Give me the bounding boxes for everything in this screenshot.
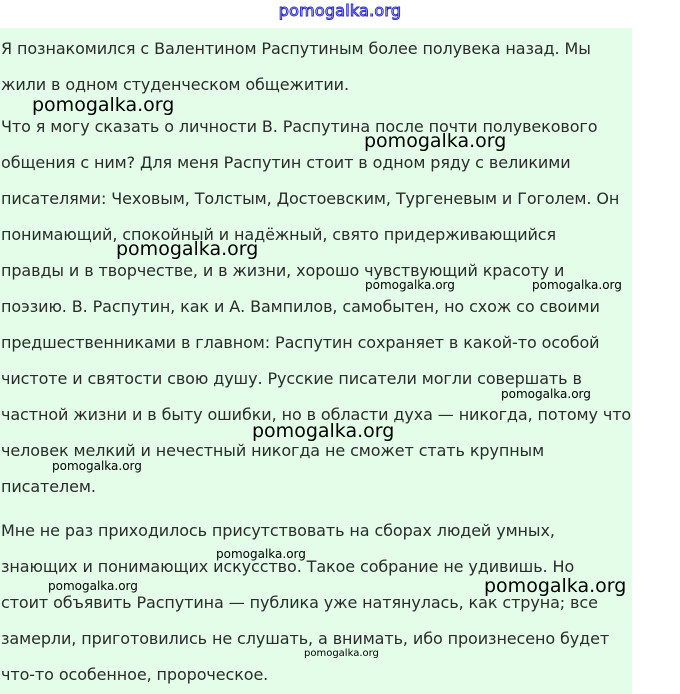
watermark: pomogalka.org xyxy=(32,94,175,116)
watermark: pomogalka.org xyxy=(364,130,507,152)
paragraph-line: писателем. xyxy=(1,477,96,496)
paragraph-line: предшественниками в главном: Распутин сохраняет в какой-то особой xyxy=(1,333,600,352)
paragraph-line: поэзию. В. Распутин, как и А. Вампилов, самобытен, но схож со своими xyxy=(1,297,600,316)
site-header-logo[interactable]: pomogalka.org xyxy=(278,1,402,20)
paragraph-line: чистоте и святости свою душу. Русские писатели могли совершать в xyxy=(1,369,582,388)
paragraph-line: Мне не раз приходилось присутствовать на сборах людей умных, xyxy=(1,521,555,540)
paragraph-line: писателями: Чеховым, Толстым, Достоевским, Тургеневым и Гоголем. Он xyxy=(1,189,620,208)
paragraph-line: жили в одном студенческом общежитии. xyxy=(1,75,349,94)
paragraph-1 xyxy=(1,31,641,103)
paragraph-line: что-то особенное, пророческое. xyxy=(1,665,269,684)
paragraph-line: частной жизни и в быту ошибки, но в области духа — никогда, потому что xyxy=(1,405,632,424)
watermark: pomogalka.org xyxy=(52,459,142,473)
watermark: pomogalka.org xyxy=(48,579,138,593)
paragraph-line: Что я могу сказать о личности В. Распутина после почти полувекового xyxy=(1,117,598,136)
watermark: pomogalka.org xyxy=(304,648,379,659)
watermark: pomogalka.org xyxy=(216,547,306,561)
paragraph-line: стоит объявить Распутина — публика уже натянулась, как струна; все xyxy=(1,593,598,612)
watermark: pomogalka.org xyxy=(532,278,622,292)
watermark: pomogalka.org xyxy=(501,387,591,401)
watermark: pomogalka.org xyxy=(484,575,627,597)
paragraph-line: человек мелкий и нечестный никогда не сможет стать крупным xyxy=(1,441,545,460)
paragraph-3 xyxy=(1,513,641,693)
watermark: pomogalka.org xyxy=(365,278,455,292)
paragraph-2 xyxy=(1,109,641,505)
paragraph-line: общения с ним? Для меня Распутин стоит в одном ряду с великими xyxy=(1,153,571,172)
paragraph-line: понимающий, спокойный и надёжный, свято придерживающийся xyxy=(1,225,557,244)
paragraph-line: замерли, приготовились не слушать, а внимать, ибо произнесено будет xyxy=(1,629,610,648)
site-header xyxy=(0,0,680,24)
watermark: pomogalka.org xyxy=(116,238,259,260)
paragraph-line: Я познакомился с Валентином Распутиным более полувека назад. Мы xyxy=(1,39,591,58)
watermark: pomogalka.org xyxy=(252,420,395,442)
paragraph-line: правды и в творчестве, и в жизни, хорошо чувствующий красоту и xyxy=(1,261,565,280)
paragraph-line: знающих и понимающих искусство. Такое собрание не удивишь. Но xyxy=(1,557,575,576)
